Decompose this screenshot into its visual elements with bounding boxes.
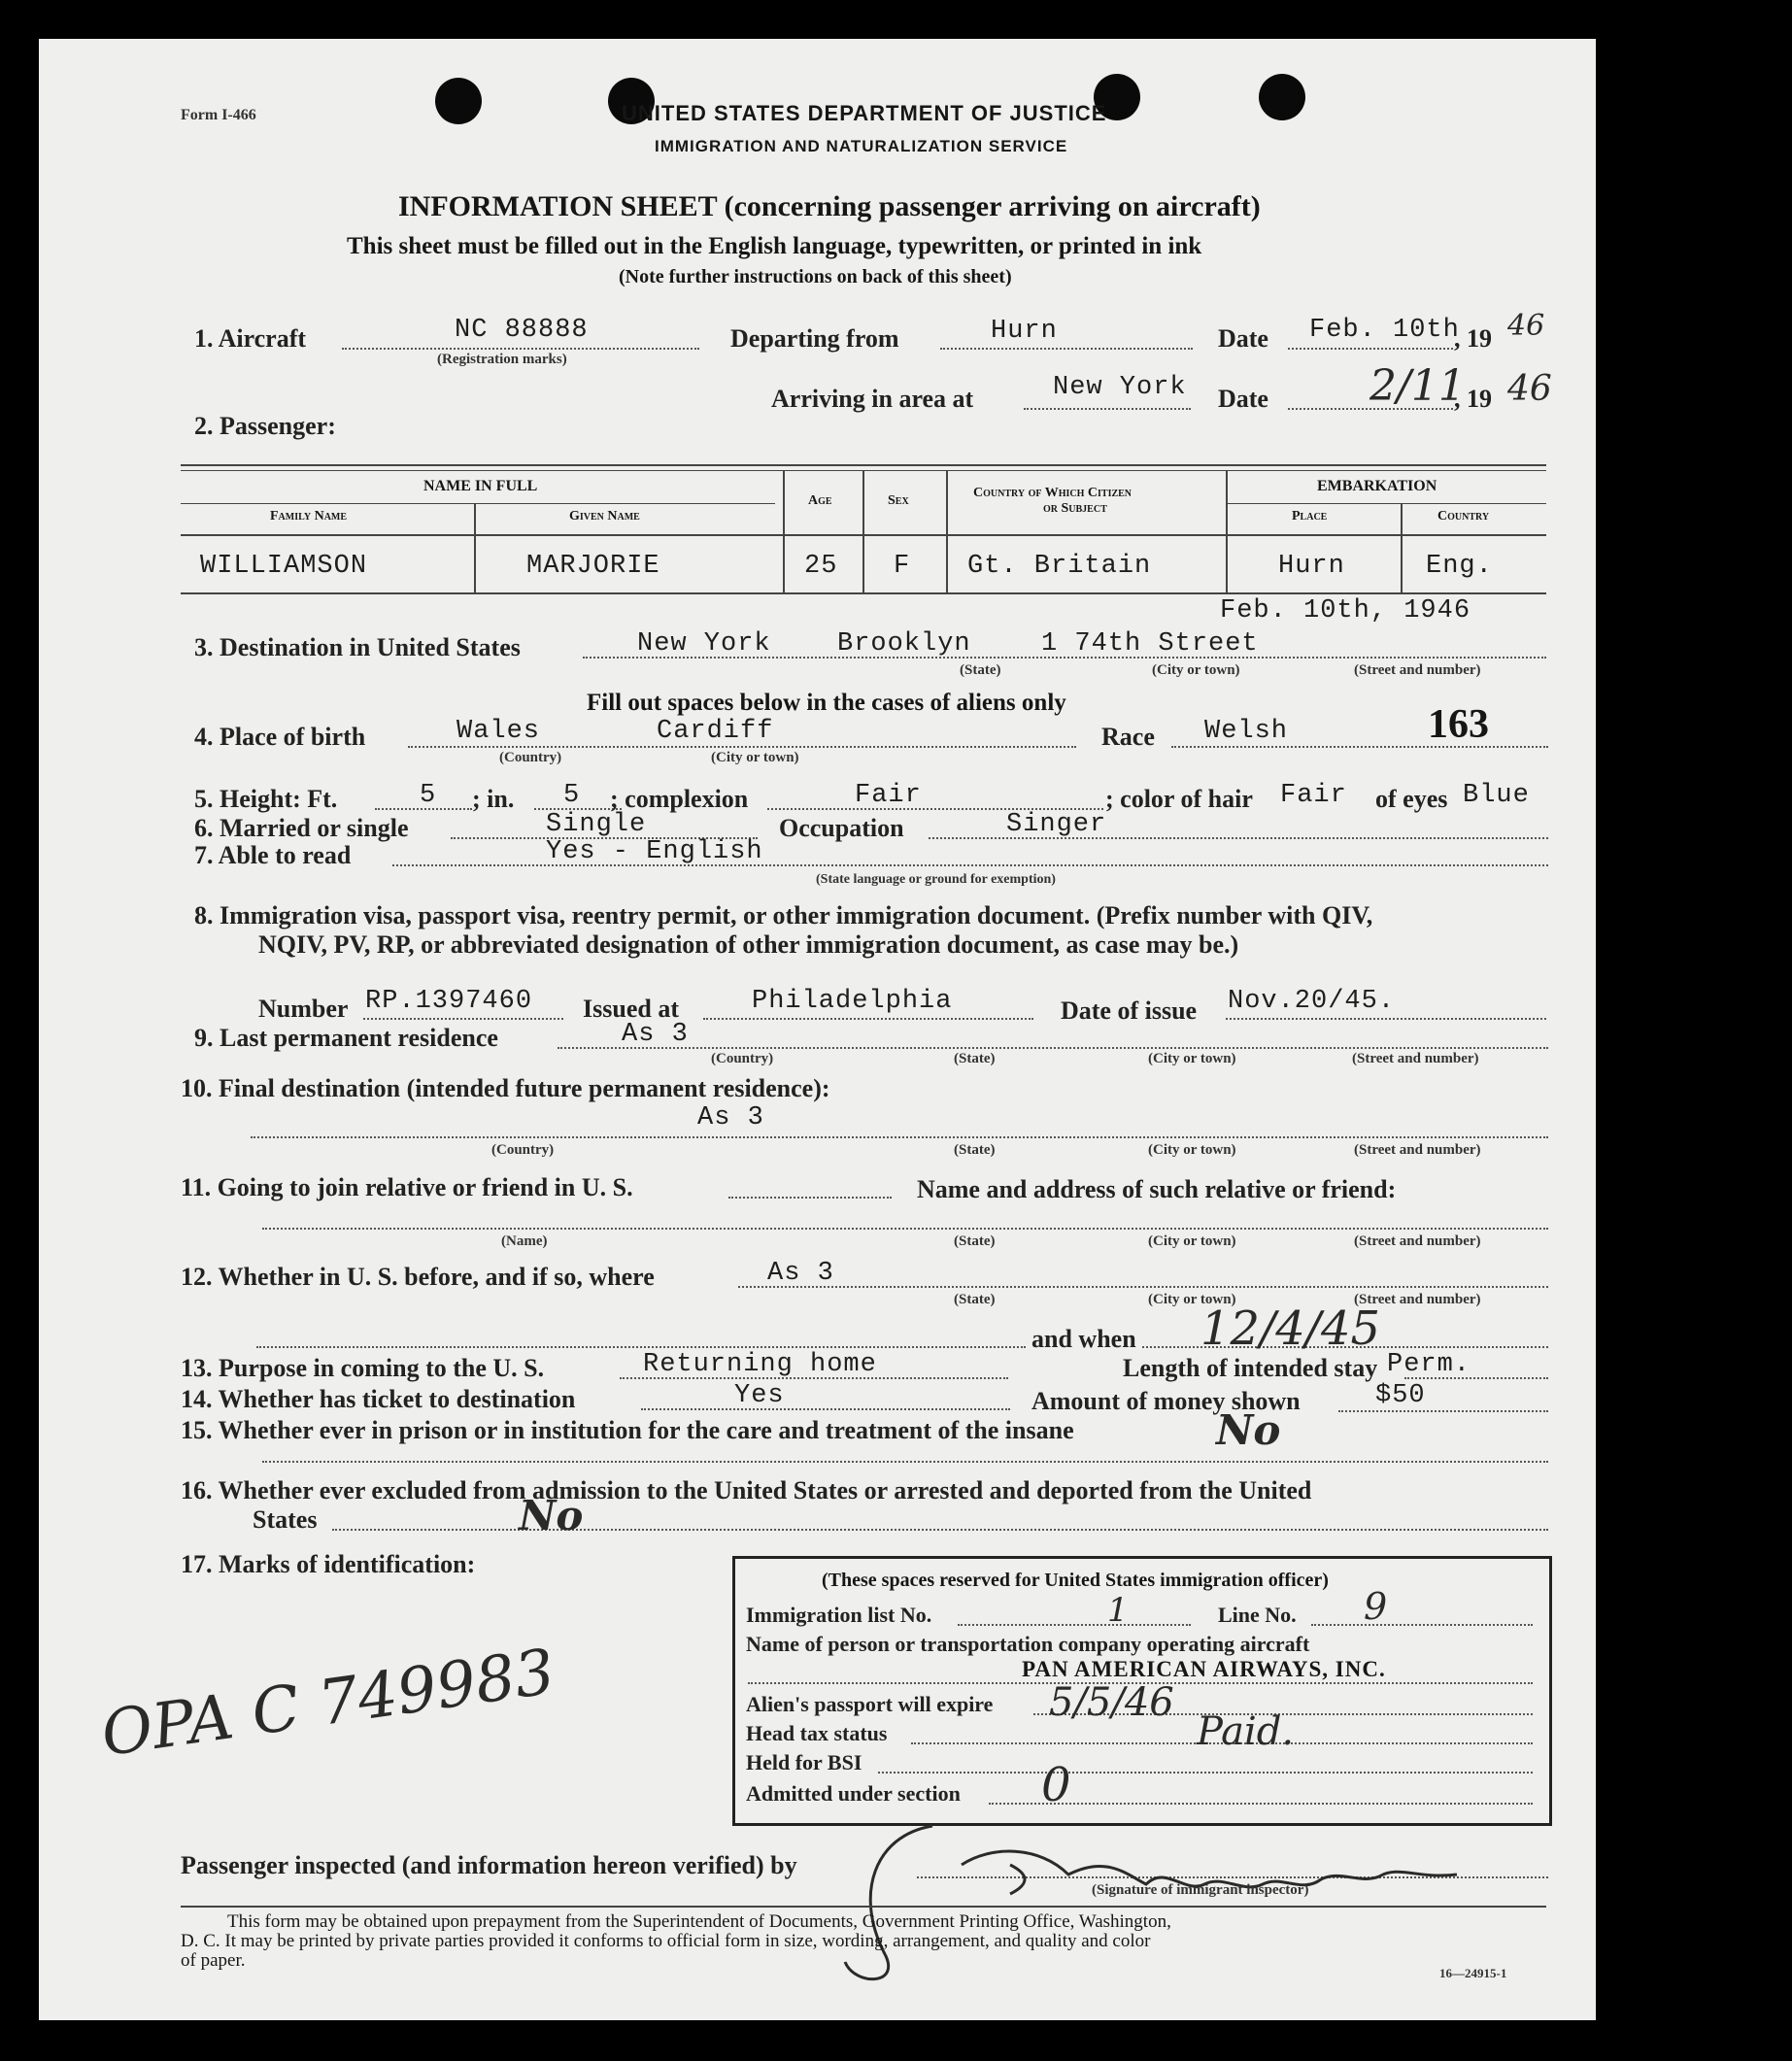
citizen-value: Gt. Britain: [967, 552, 1152, 581]
birth-country-caption: (Country): [499, 750, 562, 765]
place-header: Place: [1292, 509, 1328, 524]
final-destination-line: [251, 1136, 1548, 1138]
sex-header: Sex: [888, 493, 909, 508]
page-title: INFORMATION SHEET (concerning passenger arriving on aircraft): [398, 190, 1261, 222]
birth-city-value: Cardiff: [657, 717, 774, 746]
family-name-value: WILLIAMSON: [200, 552, 368, 581]
col-divider-6: [1401, 503, 1403, 592]
given-name-value: MARJORIE: [526, 552, 660, 581]
prison-line: [262, 1461, 1548, 1463]
final-destination-city-caption: (City or town): [1148, 1142, 1236, 1158]
height-in-label: ; in.: [472, 785, 515, 813]
identification-marks-label: 17. Marks of identification:: [181, 1550, 476, 1578]
immigration-list-value: 1: [1107, 1591, 1129, 1630]
aircraft-line: [342, 348, 699, 350]
table-bottom-rule: [181, 592, 1546, 594]
operator-label: Name of person or transportation company operating aircraft: [746, 1632, 1310, 1656]
race-line: [1171, 746, 1548, 748]
destination-state-caption: (State): [960, 662, 1001, 678]
page-subtitle: This sheet must be filled out in the English language, typewritten, or printed in ink: [347, 233, 1202, 259]
issued-at-value: Philadelphia: [752, 987, 953, 1016]
immigration-list-label: Immigration list No.: [746, 1603, 932, 1627]
destination-city-caption: (City or town): [1152, 662, 1240, 678]
hair-label: ; color of hair: [1105, 785, 1253, 813]
arrival-date-label: Date: [1218, 385, 1268, 413]
arriving-value: New York: [1053, 373, 1187, 402]
last-residence-city-caption: (City or town): [1148, 1051, 1236, 1066]
departing-label: Departing from: [730, 324, 899, 353]
head-tax-label: Head tax status: [746, 1721, 888, 1745]
visa-number-value: RP.1397460: [365, 987, 533, 1016]
issued-at-line: [703, 1018, 1033, 1020]
col-divider-2: [783, 470, 785, 592]
read-value: Yes - English: [546, 837, 763, 866]
final-destination-label: 10. Final destination (intended future permanent residence):: [181, 1074, 830, 1102]
instructions-note: (Note further instructions on back of this sheet): [619, 266, 1012, 287]
departure-date-label: Date: [1218, 324, 1268, 353]
col-divider-5: [1226, 470, 1228, 592]
aliens-heading: Fill out spaces below in the cases of aliens only: [587, 690, 1066, 716]
departing-value: Hurn: [991, 317, 1058, 346]
sex-value: F: [894, 552, 911, 581]
age-header: Age: [808, 493, 832, 508]
race-label: Race: [1101, 723, 1155, 751]
arrival-year-value: 46: [1507, 369, 1552, 409]
final-destination-country-caption: (Country): [491, 1142, 555, 1158]
read-label: 7. Able to read: [194, 841, 352, 869]
relative-name-label: Name and address of such relative or friend:: [917, 1175, 1397, 1203]
prior-visit-label: 12. Whether in U. S. before, and if so, where: [181, 1263, 655, 1291]
hair-value: Fair: [1280, 781, 1347, 810]
operator-value: PAN AMERICAN AIRWAYS, INC.: [1022, 1657, 1386, 1681]
punch-hole-4: [1259, 74, 1305, 120]
prior-visit-when-label: and when: [1031, 1325, 1136, 1353]
arriving-line: [1024, 408, 1191, 410]
relative-street-caption: (Street and number): [1354, 1233, 1481, 1249]
money-value: $50: [1375, 1381, 1426, 1410]
passenger-label: 2. Passenger:: [194, 412, 336, 440]
stamped-number: 163: [1428, 702, 1489, 747]
prison-value: No: [1216, 1406, 1281, 1454]
issue-date-value: Nov.20/45.: [1228, 987, 1396, 1016]
aircraft-label: 1. Aircraft: [194, 324, 307, 353]
table-top-rule: [181, 464, 1546, 466]
destination-state: New York: [637, 629, 771, 659]
join-relative-label: 11. Going to join relative or friend in U. S.: [181, 1173, 633, 1201]
length-of-stay-value: Perm.: [1387, 1350, 1471, 1379]
excluded-line-2: States: [253, 1505, 318, 1534]
occupation-label: Occupation: [779, 814, 904, 842]
issue-date-line: [1226, 1018, 1546, 1020]
departure-year-prefix: , 19: [1454, 324, 1492, 353]
birth-country-value: Wales: [456, 717, 541, 746]
final-destination-street-caption: (Street and number): [1354, 1142, 1481, 1158]
purpose-value: Returning home: [643, 1350, 877, 1379]
complexion-label: ; complexion: [610, 785, 749, 813]
service-name: IMMIGRATION AND NATURALIZATION SERVICE: [655, 137, 1068, 155]
ticket-label: 14. Whether has ticket to destination: [181, 1385, 576, 1413]
last-residence-value: As 3: [622, 1020, 689, 1049]
departure-year-value: 46: [1507, 309, 1545, 343]
issued-at-label: Issued at: [583, 995, 679, 1023]
admitted-section-label: Admitted under section: [746, 1781, 961, 1806]
footer-line-2: D. C. It may be printed by private parties provided it conforms to official form in size, wording, arrangement, and quality and color: [181, 1931, 1151, 1951]
age-value: 25: [804, 552, 838, 581]
embark-country-value: Eng.: [1426, 552, 1493, 581]
birth-city-caption: (City or town): [711, 750, 799, 765]
arriving-label: Arriving in area at: [771, 385, 974, 413]
held-bsi-label: Held for BSI: [746, 1750, 862, 1774]
issue-date-label: Date of issue: [1061, 997, 1198, 1025]
inspector-signature: [816, 1807, 1496, 1991]
prior-visit-city-caption: (City or town): [1148, 1292, 1236, 1307]
embarkation-header: EMBARKATION: [1317, 478, 1437, 494]
embark-header-rule: [1226, 503, 1546, 504]
relative-state-caption: (State): [954, 1233, 996, 1249]
visa-number-label: Number: [258, 995, 349, 1023]
height-in-value: 5: [563, 781, 581, 810]
destination-street: 1 74th Street: [1041, 629, 1259, 659]
relative-address-line: [262, 1228, 1548, 1230]
visa-line-1: 8. Immigration visa, passport visa, reentry permit, or other immigration document. (Prefix number with QIV,: [194, 901, 1373, 929]
admitted-section-value: 0: [1041, 1758, 1071, 1812]
height-ft-value: 5: [420, 781, 437, 810]
immigration-list-line: [958, 1624, 1191, 1626]
destination-label: 3. Destination in United States: [194, 633, 521, 661]
money-label: Amount of money shown: [1031, 1387, 1301, 1415]
registration-caption: (Registration marks): [437, 352, 567, 367]
last-residence-line: [558, 1047, 1548, 1049]
last-residence-label: 9. Last permanent residence: [194, 1024, 498, 1052]
last-residence-state-caption: (State): [954, 1051, 996, 1066]
read-caption: (State language or ground for exemption): [816, 872, 1056, 887]
head-tax-value: Paid.: [1197, 1709, 1295, 1754]
name-header-rule: [181, 503, 775, 504]
complexion-value: Fair: [855, 781, 922, 810]
line-no-label: Line No.: [1218, 1603, 1297, 1627]
ticket-line: [641, 1408, 1010, 1410]
country-header-1: Country of Which Citizen: [973, 486, 1133, 500]
relative-name-caption: (Name): [501, 1233, 548, 1249]
destination-city: Brooklyn: [837, 629, 971, 659]
form-number: Form I-466: [181, 107, 256, 123]
length-of-stay-label: Length of intended stay: [1123, 1354, 1378, 1382]
last-residence-street-caption: (Street and number): [1352, 1051, 1479, 1066]
footer-line-1: This form may be obtained upon prepayment from the Superintendent of Documents, Government Printing Office, Washington,: [227, 1911, 1171, 1932]
aircraft-value: NC 88888: [455, 316, 589, 345]
purpose-label: 13. Purpose in coming to the U. S.: [181, 1354, 545, 1382]
footer-rule: [181, 1906, 1546, 1908]
marital-label: 6. Married or single: [194, 814, 409, 842]
name-in-full-header: NAME IN FULL: [423, 478, 538, 494]
birthplace-label: 4. Place of birth: [194, 723, 366, 751]
last-residence-country-caption: (Country): [711, 1051, 774, 1066]
inspected-label: Passenger inspected (and information hereon verified) by: [181, 1851, 797, 1879]
departure-date-line: [1288, 348, 1453, 350]
embark-place-value: Hurn: [1278, 552, 1345, 581]
relative-city-caption: (City or town): [1148, 1233, 1236, 1249]
prior-visit-when-value: 12/4/45: [1200, 1301, 1381, 1356]
prior-visit-street-caption: (Street and number): [1354, 1292, 1481, 1307]
family-name-header: Family Name: [270, 509, 348, 524]
arrival-year-prefix: , 19: [1454, 385, 1492, 413]
visa-line-2: NQIV, PV, RP, or abbreviated designation of other immigration document, as case may be.): [258, 930, 1239, 959]
prior-visit-value: As 3: [767, 1259, 834, 1288]
money-line: [1338, 1410, 1548, 1412]
excluded-line-1: 16. Whether ever excluded from admission to the United States or arrested and deported from the United: [181, 1476, 1312, 1504]
departure-date-value: Feb. 10th: [1309, 316, 1460, 345]
excluded-line: [332, 1529, 1548, 1531]
marital-value: Single: [546, 810, 647, 839]
punch-hole-1: [435, 78, 482, 124]
destination-date-note: Feb. 10th, 1946: [1220, 596, 1471, 625]
prison-label: 15. Whether ever in prison or in institution for the care and treatment of the insane: [181, 1416, 1074, 1444]
col-divider-3: [862, 470, 864, 592]
eyes-label: of eyes: [1375, 785, 1448, 813]
line-no-line: [1311, 1624, 1533, 1626]
prior-visit-line-2: [256, 1346, 1026, 1348]
prior-visit-state-caption: (State): [954, 1292, 996, 1307]
footer-line-3: of paper.: [181, 1950, 246, 1971]
country-header-2: or Subject: [1043, 501, 1107, 516]
height-ft-label: 5. Height: Ft.: [194, 785, 338, 813]
given-name-header: Given Name: [569, 509, 640, 524]
destination-street-caption: (Street and number): [1354, 662, 1481, 678]
passport-expire-value: 5/5/46: [1049, 1680, 1174, 1725]
visa-number-line: [363, 1018, 563, 1020]
eyes-value: Blue: [1463, 781, 1530, 810]
officer-box-title: (These spaces reserved for United States immigration officer): [822, 1570, 1329, 1591]
department-name: UNITED STATES DEPARTMENT OF JUSTICE: [622, 101, 1107, 125]
occupation-value: Singer: [1006, 810, 1107, 839]
col-divider-1: [474, 503, 476, 592]
signature-caption: (Signature of immigrant inspector): [1092, 1882, 1309, 1898]
form-print-code: 16—24915-1: [1439, 1966, 1507, 1980]
embark-country-header: Country: [1437, 509, 1490, 524]
excluded-value: No: [519, 1492, 584, 1539]
ticket-value: Yes: [734, 1381, 785, 1410]
join-relative-line: [728, 1197, 892, 1199]
arrival-date-value: 2/11: [1369, 361, 1466, 411]
departing-line: [940, 348, 1193, 350]
final-destination-state-caption: (State): [954, 1142, 996, 1158]
identification-marks-handwritten: OPA C 749983: [97, 1636, 559, 1772]
passport-expire-label: Alien's passport will expire: [746, 1692, 994, 1716]
race-value: Welsh: [1204, 717, 1289, 746]
final-destination-value: As 3: [697, 1103, 764, 1132]
col-divider-4: [946, 470, 948, 592]
prior-visit-line: [738, 1286, 1548, 1288]
held-bsi-line: [878, 1772, 1533, 1774]
line-no-value: 9: [1364, 1585, 1388, 1628]
birthplace-line: [408, 746, 1076, 748]
